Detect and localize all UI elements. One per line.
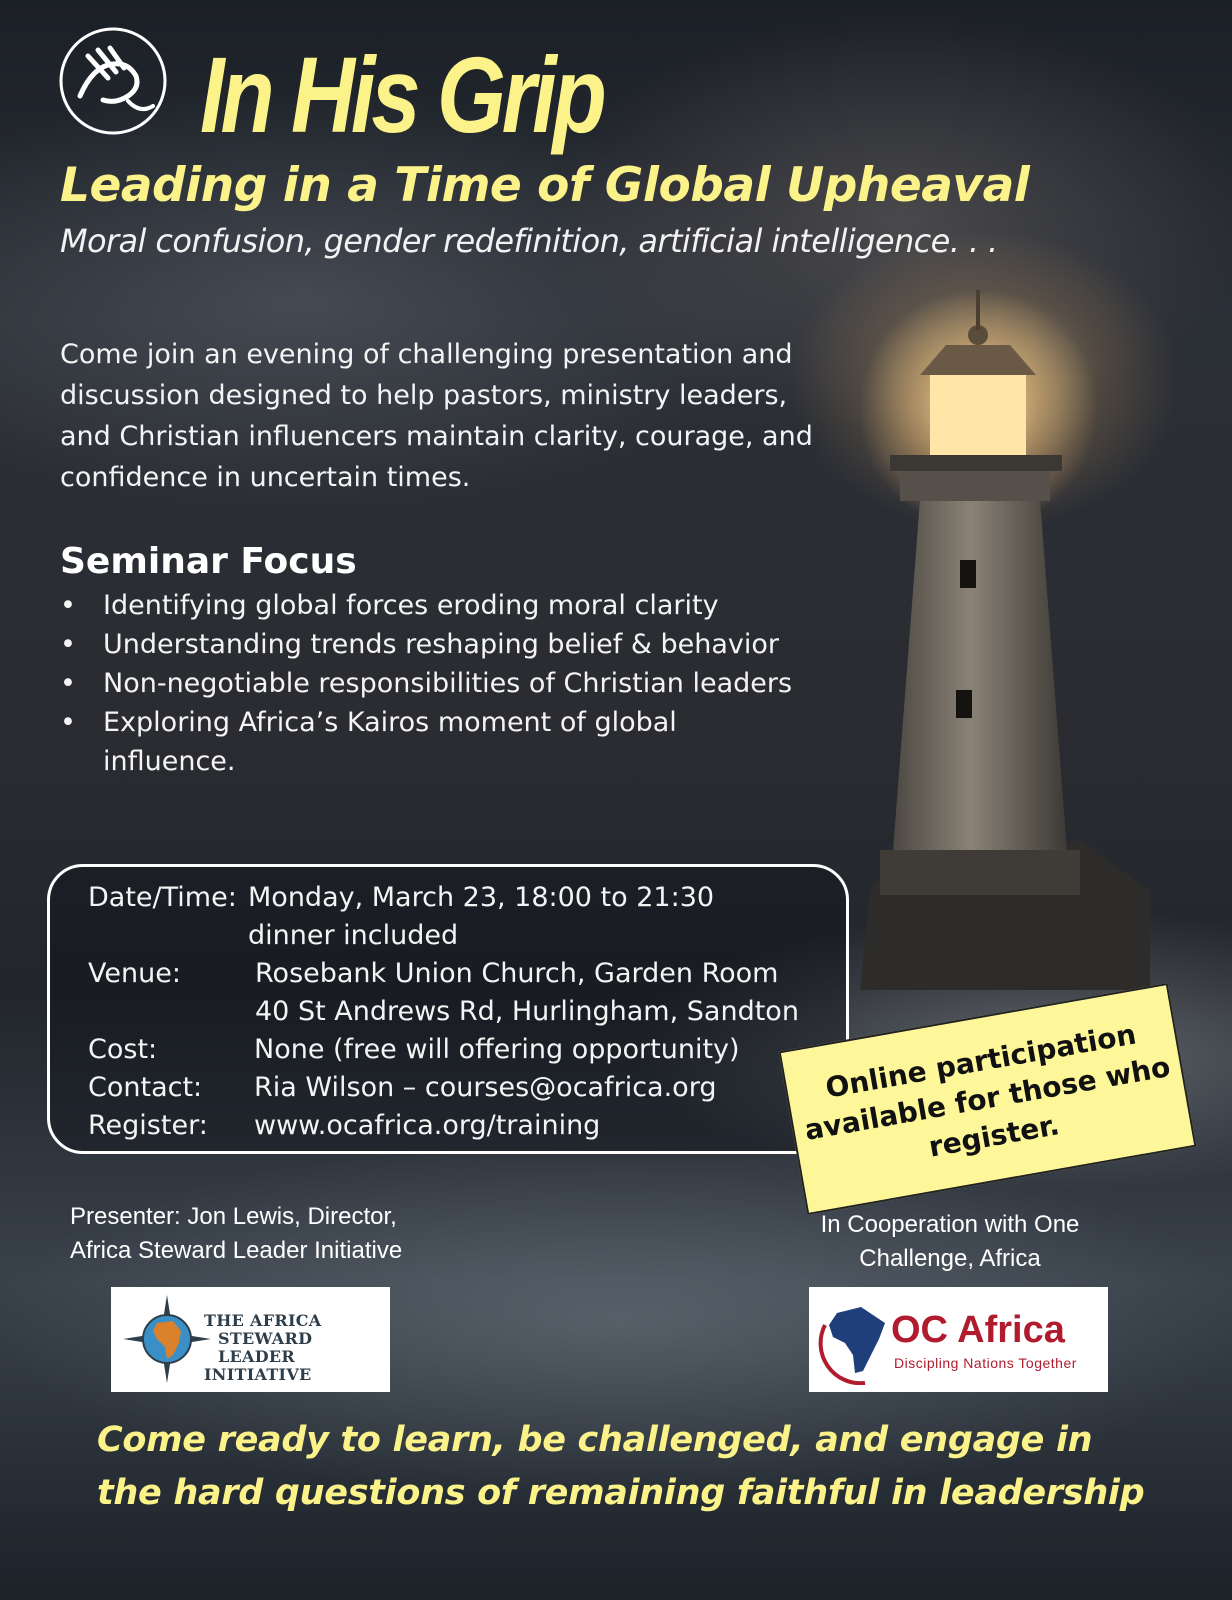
africa-map-icon bbox=[815, 1295, 895, 1385]
cost-value: None (free will offering opportunity) bbox=[254, 1034, 740, 1065]
presenter-credit bbox=[70, 1200, 402, 1268]
event-title: In His Grip bbox=[200, 34, 603, 155]
oc-africa-name: OC Africa bbox=[891, 1309, 1065, 1351]
cooperation-note: In Cooperation with One Challenge, Africa bbox=[820, 1211, 1080, 1272]
venue-value: Rosebank Union Church, Garden Room bbox=[255, 958, 779, 989]
contact-value[interactable]: Ria Wilson – courses@ocafrica.org bbox=[254, 1072, 717, 1103]
focus-item: • Non-negotiable responsibilities of Christian leaders bbox=[60, 664, 850, 703]
asli-logo bbox=[111, 1287, 390, 1392]
closing-line: Come ready to learn, be challenged, and engage in bbox=[97, 1420, 1093, 1460]
compass-africa-icon bbox=[121, 1293, 213, 1385]
event-tagline: Moral confusion, gender redefinition, artificial intelligence. . . bbox=[60, 222, 998, 260]
event-details-box bbox=[47, 864, 849, 1154]
oc-africa-tagline: Discipling Nations Together bbox=[894, 1355, 1077, 1371]
seminar-focus-heading: Seminar Focus bbox=[60, 541, 357, 582]
venue-address: 40 St Andrews Rd, Hurlingham, Sandton bbox=[255, 996, 799, 1027]
presenter-line: Presenter: Jon Lewis, Director, bbox=[70, 1203, 397, 1230]
date-label: Date/Time: bbox=[88, 882, 237, 913]
grip-hands-logo bbox=[58, 26, 168, 136]
date-note: dinner included bbox=[248, 920, 459, 951]
intro-paragraph: Come join an evening of challenging presentation and discussion designed to help pastors, ministry leaders, and Christian influencers maintain clarity, courage, and confidence in uncertain times. bbox=[60, 339, 813, 493]
focus-item: • Understanding trends reshaping belief & behavior bbox=[60, 625, 850, 664]
asli-logo-text: THE AFRICA STEWARD LEADER INITIATIVE bbox=[204, 1311, 322, 1384]
date-value: Monday, March 23, 18:00 to 21:30 bbox=[248, 882, 715, 913]
seminar-focus-list bbox=[60, 586, 850, 781]
oc-africa-logo bbox=[809, 1287, 1108, 1392]
cost-label: Cost: bbox=[88, 1034, 158, 1065]
focus-item: • Identifying global forces eroding moral clarity bbox=[60, 586, 850, 625]
venue-label: Venue: bbox=[88, 958, 181, 989]
presenter-org: Africa Steward Leader Initiative bbox=[70, 1237, 403, 1264]
closing-line: the hard questions of remaining faithful in leadership bbox=[97, 1473, 1145, 1513]
online-participation-text: Online participation available for those who register. bbox=[802, 1017, 1173, 1164]
lighthouse-illustration bbox=[860, 290, 1150, 990]
event-subtitle: Leading in a Time of Global Upheaval bbox=[60, 158, 1030, 213]
register-label: Register: bbox=[88, 1110, 208, 1141]
focus-item: • Exploring Africa’s Kairos moment of global influence. bbox=[60, 703, 723, 781]
closing-message bbox=[97, 1414, 1197, 1520]
register-link[interactable]: www.ocafrica.org/training bbox=[254, 1110, 601, 1141]
contact-label: Contact: bbox=[88, 1072, 203, 1103]
